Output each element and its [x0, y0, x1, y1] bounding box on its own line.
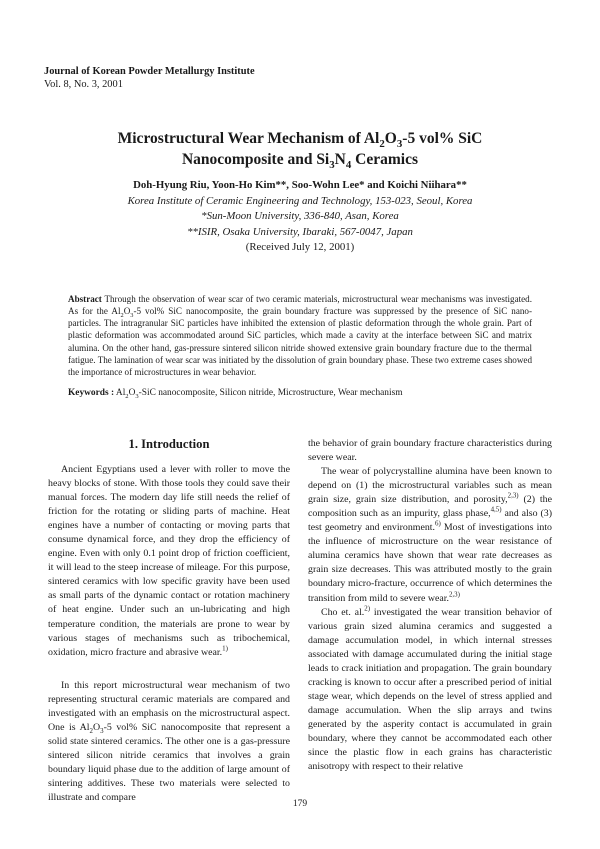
affiliation-2: *Sun-Moon University, 336-840, Asan, Korea — [201, 210, 399, 222]
left-column-paragraph-2 — [48, 679, 290, 805]
intro-paragraph-3: The wear of polycrystalline alumina have been known to depend on (1) the microstructural variables such as mean grain size, grain size distribution, and porosity,$^{2,3)}$ (2) the composition such as an impurity, glass phase,$^{4,5)}$ and also (3) test geometry and environment.$^{6)}$ Most of investigations into the influence of microstructure on the wear resistance of alumina ceramics have shown that wear rate decreases as grain size decreases. This was attributed mostly to the grain boundary micro-fracture, occurrence of which determines the transition from mild to severe wear.$^{2,3)}$ — [308, 466, 553, 604]
abstract-label: Abstract — [68, 294, 102, 304]
journal-name: Journal of Korean Powder Metallurgy Institute — [44, 66, 255, 77]
page-number: 179 — [292, 799, 308, 809]
title-line-1: Microstructural Wear Mechanism of $Al_2O_3-5$ vol% SiC — [117, 130, 483, 151]
author-names: Doh-Hyung Riu, Yoon-Ho Kim**, Soo-Wohn Lee* and Koichi Niihara** — [133, 179, 467, 191]
intro-paragraph-2-continued: the behavior of grain boundary fracture characteristics during severe wear. — [308, 438, 552, 464]
affiliation-3: **ISIR, Osaka University, Ibaraki, 567-0047, Japan — [187, 225, 413, 238]
keywords: Keywords : $Al_2O_3$-SiC nanocomposite, Silicon nitride, Microstructure, Wear mechanism — [68, 388, 403, 400]
keywords-label: Keywords : — [68, 388, 115, 398]
journal-header — [44, 66, 255, 91]
intro-paragraph-1: Ancient Egyptians used a lever with roller to move the heavy blocks of stone. With those tools they could save their manual forces. The modern day life still needs the relief of friction for the rotating or sliding parts of machine. Heat engines have a number of contacting or moving parts that consume dynamical force, and they drop the efficiency of engine. Even with only 0.1 point drop of friction coefficient, it will lead to the steep increase of mileage. For this purpose, sintered ceramics with low specific gravity have been used as small parts of the dynamic contact or rotation machinery of heat engine. Under such an un-lubricating and high temperature condition, the materials are prone to wear by various stages of mechanisms such as tribochemical, oxidation, micro fracture and abrasive wear.$^{1)}$ — [48, 464, 290, 658]
journal-volume: Vol. 8, No. 3, 2001 — [44, 78, 123, 90]
right-column — [308, 437, 552, 774]
intro-paragraph-4: Cho et. al.$^{2)}$ investigated the wear transition behavior of various grain sized alumina ceramics and suggested a damage accumulation model, in which internal stresses associated with damage accumulated during the initial stage leads to crack initiation and propagation. The grain boundary cracking is known to occur after a prescribed period of initial stage wear, which depends on the level of stress applied and damage accumulation. When the slip arrays and twins generated by the asperity contact is accumulated in grain boundary, where they cannot be accommodated each other since the plastic flow in each grains has characteristic anisotropy with respect to their relative — [308, 605, 552, 773]
abstract: Abstract Through the observation of wear scar of two ceramic materials, microstructural wear mechanisms was investigated. As for the $Al_2O_3-5$ vol% SiC nanocomposite, the grain boundary fracture was suppressed by the presence of SiC nano-particles. The intragranular SiC particles have inhibited the extension of plastic deformation through the whole grain. Part of plastic deformation was accommodated around SiC particles, which made a cavity at the interface between SiC and matrix alumina. On the other hand, gas-pressure sintered silicon nitride showed extensive grain boundary fracture due to the thermal fatigue. The lamination of wear scar was initiated by the dissolution of grain boundary phase. These two extreme cases showed the importance of microstructures in wear behavior. — [68, 294, 532, 377]
author-block — [40, 178, 560, 256]
received-date: (Received July 12, 2001) — [245, 241, 355, 253]
left-column-paragraph-1 — [48, 463, 290, 660]
intro-paragraph-2: In this report microstructural wear mechanism of two representing structural ceramic materials are compared and investigated with an emphasis on the microstructural aspect. One is $Al_2O_3-5$ vol% SiC nanocomposite that represent a solid state sintered ceramics. The other one is a gas-pressure sintered silicon nitride ceramics that involves a grain boundary liquid phase due to the addition of large amount of sintering additives. These two materials were selected to illustrate and compare — [48, 680, 290, 804]
title-line-2: Nanocomposite and $Si_3N_4$ Ceramics — [181, 151, 419, 172]
affiliation-1: Korea Institute of Ceramic Engineering and Technology, 153-023, Seoul, Korea — [127, 194, 473, 207]
section-heading-introduction: 1. Introduction — [128, 437, 210, 451]
paper-title — [40, 128, 560, 170]
